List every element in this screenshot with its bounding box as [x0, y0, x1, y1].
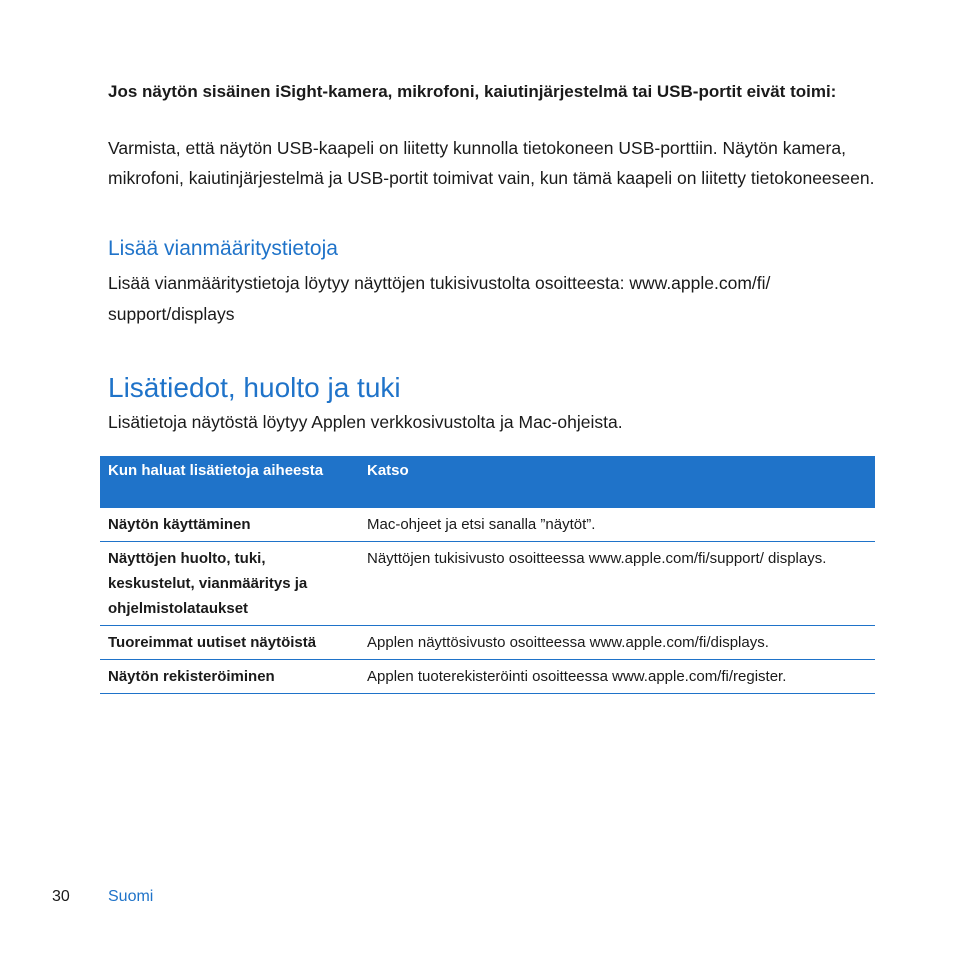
troubleshoot-question: Jos näytön sisäinen iSight-kamera, mikrofoni, kaiutinjärjestelmä tai USB-portit eivät toimi: [108, 82, 837, 101]
table-header-see: Katso [358, 456, 875, 508]
troubleshoot-answer: Varmista, että näytön USB-kaapeli on liitetty kunnolla tietokoneen USB-porttiin. Näytön kamera, mikrofoni, kaiutinjärjestelmä ja USB-portit toimivat vain, kun tämä kaapeli on liitetty tietokoneeseen. [108, 138, 875, 188]
table-header-topic: Kun haluat lisätietoja aiheesta [100, 456, 358, 508]
table-cell-topic: Tuoreimmat uutiset näytöistä [100, 626, 358, 660]
section-title: Lisätiedot, huolto ja tuki [108, 372, 401, 403]
section-intro: Lisätietoja näytöstä löytyy Applen verkkosivustolta ja Mac-ohjeista. [108, 412, 623, 432]
footer-language: Suomi [108, 888, 154, 905]
table-header-row [100, 456, 875, 508]
table-row [100, 626, 875, 660]
table-cell-topic: Näytön käyttäminen [100, 508, 358, 542]
more-troubleshooting-text: Lisää vianmääritystietoja löytyy näyttöjen tukisivustolta osoitteesta: www.apple.com/fi/ support/displays [108, 273, 771, 324]
table-cell-topic: Näyttöjen huolto, tuki, keskustelut, vianmääritys ja ohjelmistolataukset [100, 542, 358, 626]
table-row [100, 508, 875, 542]
info-table [100, 456, 875, 694]
table-cell-see: Applen tuoterekisteröinti osoitteessa www.apple.com/fi/register. [358, 660, 875, 694]
page-number: 30 [52, 888, 70, 905]
table-cell-see: Mac-ohjeet ja etsi sanalla ”näytöt”. [358, 508, 875, 542]
more-troubleshooting-heading: Lisää vianmääritystietoja [108, 237, 338, 260]
table-cell-see: Näyttöjen tukisivusto osoitteessa www.apple.com/fi/support/ displays. [358, 542, 875, 626]
table-cell-see: Applen näyttösivusto osoitteessa www.apple.com/fi/displays. [358, 626, 875, 660]
table-row [100, 542, 875, 626]
table-cell-topic: Näytön rekisteröiminen [100, 660, 358, 694]
table-row [100, 660, 875, 694]
